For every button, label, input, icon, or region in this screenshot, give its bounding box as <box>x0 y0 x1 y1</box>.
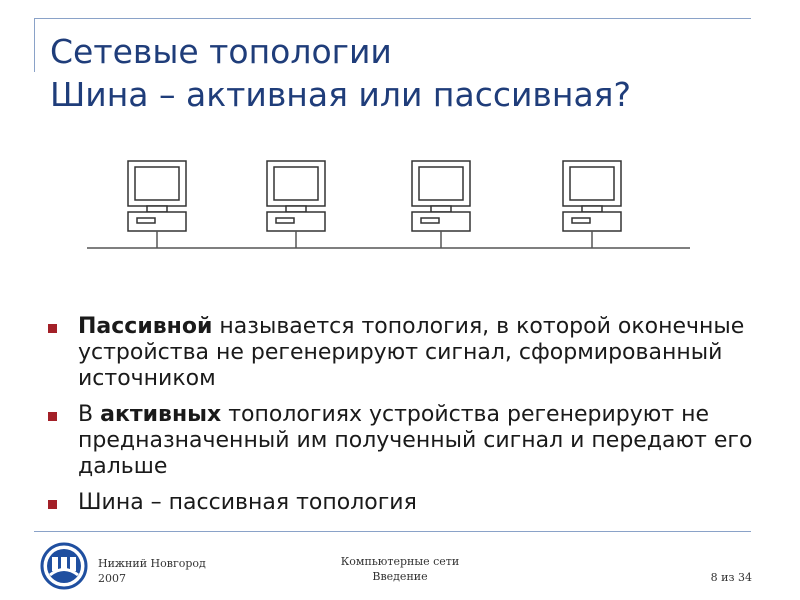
footer-page-number: 8 из 34 <box>710 571 752 584</box>
bullet-item-active <box>46 402 766 480</box>
bullet-marker-icon <box>48 500 57 509</box>
footer-divider <box>34 531 751 532</box>
university-logo-icon <box>40 542 88 590</box>
desktop-computer-icon <box>267 161 325 248</box>
bullet-text: называется топология, в которой оконечные устройства не регенерируют сигнал, сформированный источником <box>78 314 745 391</box>
footer-course: Компьютерные сети <box>340 555 460 568</box>
bullet-text: топологиях устройства регенерируют не предназначенный им полученный сигнал и передают его дальше <box>78 402 753 479</box>
slide-title-line-1: Сетевые топологии <box>50 32 392 71</box>
footer-section: Введение <box>372 570 428 583</box>
footer-city: Нижний Новгород <box>98 557 206 570</box>
bullet-item-passive <box>46 314 766 392</box>
bullet-item-bus <box>46 490 766 516</box>
bullet-bold-term: активных <box>100 402 222 427</box>
bullet-marker-icon <box>48 412 57 421</box>
bullet-prefix: В <box>78 402 101 427</box>
bullet-list <box>46 314 766 526</box>
computers-group <box>128 161 621 248</box>
bullet-text: Шина – пассивная топология <box>78 490 417 515</box>
desktop-computer-icon <box>563 161 621 248</box>
bullet-marker-icon <box>48 324 57 333</box>
slide-title-line-2: Шина – активная или пассивная? <box>50 75 632 114</box>
footer-left <box>98 556 206 586</box>
footer-year: 2007 <box>98 572 126 585</box>
desktop-computer-icon <box>128 161 186 248</box>
desktop-computer-icon <box>412 161 470 248</box>
bullet-bold-term: Пассивной <box>78 314 213 339</box>
footer-center <box>330 554 470 584</box>
